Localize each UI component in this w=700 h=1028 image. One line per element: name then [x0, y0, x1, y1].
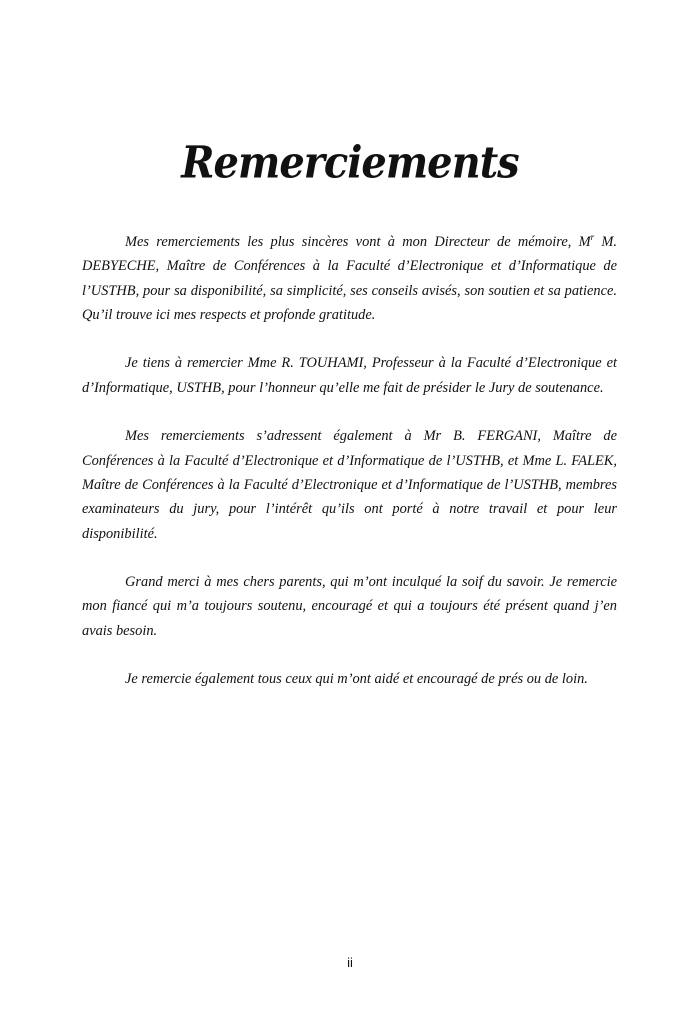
paragraph-examiners: Mes remerciements s’adressent également à Mr B. FERGANI, Maître de Conférences à la Faculté d’Electronique et d’Informatique de l’USTHB, et Mme L. FALEK, Maître de Conférences à la Faculté d’Electronique et d’Informatique de l’USTHB, membres examinateurs du jury, pour l’intérêt qu’ils ont porté à notre travail et pour leur disponibilité.	[82, 428, 617, 542]
paragraph-everyone: Je remercie également tous ceux qui m’ont aidé et encouragé de prés ou de loin.	[125, 671, 588, 688]
page-number: ii	[347, 955, 353, 970]
paragraph-director-text-continued: M. DEBYECHE, Maître de Conférences à la Faculté d’Electronique et d’Informatique de l’USTHB, pour sa disponibilité, sa simplicité, ses conseils avisés, son soutien et sa patience. Qu’il trouve ici mes respects et profonde gratitude.	[82, 234, 617, 323]
page-title: Remerciements	[181, 136, 519, 189]
paragraph-director-text: Mes remerciements les plus sincères vont à mon Directeur de mémoire, M	[125, 234, 591, 250]
paragraph-parents: Grand merci à mes chers parents, qui m’ont inculqué la soif du savoir. Je remercie mon fiancé qui m’a toujours soutenu, encouragé et qui a toujours été présent quand j’en avais besoin.	[82, 574, 617, 639]
paragraph-jury-president: Je tiens à remercier Mme R. TOUHAMI, Professeur à la Faculté d’Electronique et d’Informatique, USTHB, pour l’honneur qu’elle me fait de présider le Jury de soutenance.	[82, 355, 617, 396]
superscript-r: r	[590, 232, 595, 243]
acknowledgements-body	[82, 230, 617, 716]
paragraph-director	[82, 230, 617, 327]
